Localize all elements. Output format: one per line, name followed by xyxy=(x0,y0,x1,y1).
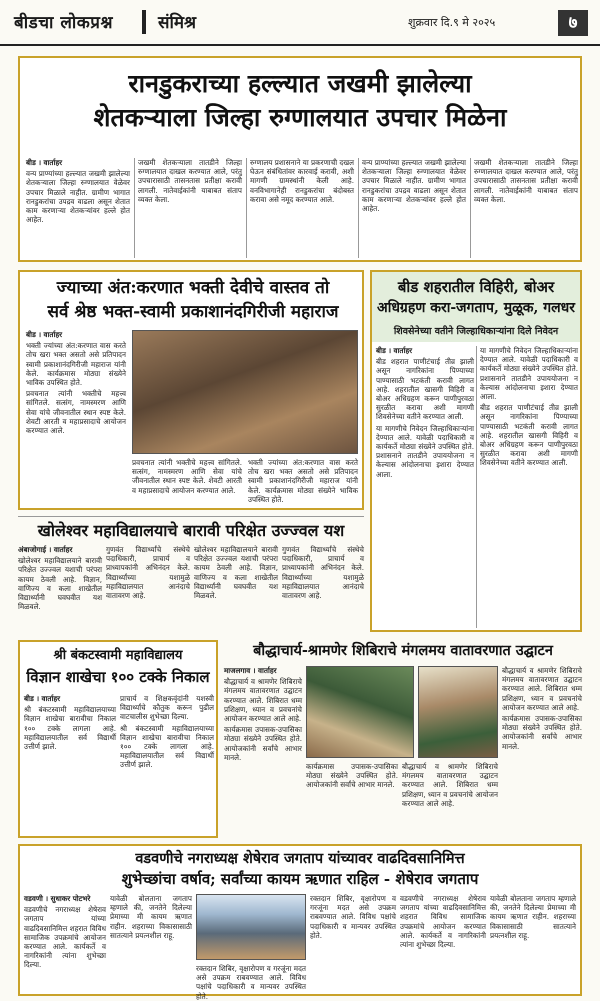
story-headline-line1: वडवणीचे नगराध्यक्ष शेषेराव जगताप यांच्यावर वाढदिवसानिमित्त xyxy=(135,850,465,867)
story-paragraph: खोलेश्वर महाविद्यालयाने बारावी परिक्षेत उज्ज्वल यशाची परंपरा कायम ठेवली आहे. विज्ञान, वाणिज्य व कला शाखेतील विद्यार्थ्यांनी घवघवीत यश मिळवले. xyxy=(18,556,102,612)
story-column xyxy=(248,458,358,506)
story-headline-line2: शेतकऱ्याला जिल्हा रुग्णालयात उपचार मिळेना xyxy=(93,103,507,132)
story-paragraph: भक्ती ज्यांच्या अंत:करणात वास करते तोच खरा भक्त असतो असे प्रतिपादन स्वामी प्रकाशानंदगिरीजी महाराज यांनी केले. कार्यक्रमास मोठ्या संख्येने भाविक उपस्थित होते. xyxy=(248,458,358,504)
section-title: संमिश्र xyxy=(158,13,197,33)
story-headline-line1: ज्याच्या अंत:करणात भक्ती देवीचे वास्तव तो xyxy=(56,278,330,298)
story-column xyxy=(106,545,190,631)
story-paragraph: रक्तदान शिबिर, वृक्षारोपण व गरजूंना मदत असे उपक्रम राबवण्यात आले. विविध पक्षांचे पदाधिकारी व मान्यवर उपस्थित होते. xyxy=(310,894,396,940)
story-paragraph: यावेळी बोलताना जगताप म्हणाले की, जनतेने दिलेल्या प्रेमाच्या मी कायम ऋणात राहीन. शहराच्या विकासासाठी सातत्याने प्रयत्नशील राहू. xyxy=(490,894,576,940)
story-paragraph: गुणवंत विद्यार्थ्यांचे संस्थेचे पदाधिकारी, प्राचार्य व प्राध्यापकांनी अभिनंदन केले. विद्यार्थ्यांच्या यशामुळे महाविद्यालयात आनंदाचे वातावरण आहे. xyxy=(106,545,190,601)
story-paragraph: बौद्धाचार्य व श्रामणेर शिबिराचे मंगलमय वातावरणात उद्घाटन करण्यात आले. शिबिरात धम्म प्रशिक्षण, ध्यान व प्रवचनांचे आयोजन करण्यात आले आहे. xyxy=(224,677,302,724)
column-rule xyxy=(470,158,471,258)
story-bankatswami xyxy=(18,640,218,838)
prayer-gathering-photo xyxy=(132,330,358,454)
story-column xyxy=(224,666,302,834)
story-column xyxy=(24,694,116,834)
story-paragraph: प्रवचनात त्यांनी भक्तीचे महत्त्व सांगितले. सत्संग, नामस्मरण आणि सेवा यांचे जीवनातील स्थान स्पष्ट केले. शेवटी आरती व महाप्रसादाचे आयोजन करण्यात आले. xyxy=(26,389,126,436)
story-headline-line2: सर्व श्रेष्ठ भक्त-स्वामी प्रकाशानंदगिरीजी महाराज xyxy=(47,302,339,322)
story-paragraph: कार्यक्रमास उपासक-उपासिका मोठ्या संख्येने उपस्थित होते. आयोजकांनी सर्वांचे आभार मानले. xyxy=(224,725,302,762)
story-column xyxy=(132,458,242,506)
story-column xyxy=(18,545,102,631)
story-column xyxy=(26,330,126,506)
story-column xyxy=(362,158,466,258)
story-column xyxy=(138,158,242,258)
felicitation-photo xyxy=(196,894,306,960)
story-dateline: वडवणी । सुधाकर पोटभरे xyxy=(24,894,91,903)
story-wells xyxy=(370,270,582,632)
story-paragraph: गुणवंत विद्यार्थ्यांचे संस्थेचे पदाधिकारी, प्राचार्य व प्राध्यापकांनी अभिनंदन केले. विद्यार्थ्यांच्या यशामुळे महाविद्यालयात आनंदाचे वातावरण आहे. xyxy=(282,545,364,601)
story-headline-line2: अधिग्रहण करा-जगताप, मुळूक, गलधर xyxy=(377,300,575,316)
story-paragraph: प्राचार्य व शिक्षकवृंदांनी यशस्वी विद्यार्थ्यांचे कौतुक करून पुढील वाटचालीस शुभेच्छा दिल्या. xyxy=(120,694,214,722)
story-column xyxy=(306,762,398,834)
story-paragraph: जखमी शेतकऱ्याला तातडीने जिल्हा रुग्णालयात दाखल करण्यात आले, परंतु उपचारासाठी तासनतास प्रतीक्षा करावी लागली. नातेवाईकांनी याबाबत संताप व्यक्त केला. xyxy=(138,158,242,204)
story-headline-line1: बीड शहरातील विहिरी, बोअर xyxy=(397,278,555,296)
newspaper-brand: बीडचा लोकप्रश्न xyxy=(14,13,113,33)
story-paragraph: बीड शहरात पाणीटंचाई तीव्र झाली असून नागरिकांना पिण्याच्या पाण्यासाठी भटकंती करावी लागत आहे. शहरातील खासगी विहिरी व बोअर अधिग्रहण करून पाणीपुरवठा सुरळीत करावा अशी मागणी शिवसेनेच्या वतीने करण्यात आली. xyxy=(376,357,474,422)
story-paragraph: रुग्णालय प्रशासनाने या प्रकरणाची दखल घेऊन संबंधितांवर कारवाई करावी, अशी मागणी ग्रामस्थांनी केली आहे. वनविभागानेही रानडुकरांचा बंदोबस्त करावा असे नमूद करण्यात आले. xyxy=(250,158,354,204)
story-swami xyxy=(18,270,364,510)
column-rule xyxy=(476,346,477,628)
story-paragraph: श्री बंकटस्वामी महाविद्यालयाच्या विज्ञान शाखेचा बारावीचा निकाल १०० टक्के लागला आहे. महाविद्यालयातील सर्व विद्यार्थी उत्तीर्ण झाले. xyxy=(120,723,214,770)
column-rule xyxy=(246,158,247,258)
column-rule xyxy=(358,158,359,258)
story-column xyxy=(110,894,192,992)
story-column xyxy=(474,158,578,258)
story-column xyxy=(502,666,582,834)
story-dateline: बीड । वार्ताहर xyxy=(376,346,413,355)
story-dateline: बीड । वार्ताहर xyxy=(24,694,61,703)
story-subhead: शिवसेनेच्या वतीने जिल्हाधिकाऱ्यांना दिले निवेदन xyxy=(393,326,559,337)
story-column xyxy=(402,762,498,834)
story-headline-line2: विज्ञान शाखेचा १०० टक्के निकाल xyxy=(26,668,210,686)
column-rule xyxy=(134,158,135,258)
story-paragraph: वडवणीचे नगराध्यक्ष शेषेराव जगताप यांच्या वाढदिवसानिमित्त शहरात विविध सामाजिक उपक्रमांचे आयोजन करण्यात आले. कार्यकर्ते व नागरिकांनी त्यांना शुभेच्छा दिल्या. xyxy=(400,894,486,950)
story-buddhist-camp xyxy=(224,640,582,838)
story-paragraph: जखमी शेतकऱ्याला तातडीने जिल्हा रुग्णालयात दाखल करण्यात आले, परंतु उपचारासाठी तासनतास प्रतीक्षा करावी लागली. नातेवाईकांनी याबाबत संताप व्यक्त केला. xyxy=(474,158,578,204)
story-paragraph: या मागणीचे निवेदन जिल्हाधिकाऱ्यांना देण्यात आले. यावेळी पदाधिकारी व कार्यकर्ते मोठ्या संख्येने उपस्थित होते. प्रशासनाने तातडीने उपाययोजना न केल्यास आंदोलनाचा इशारा देण्यात आला. xyxy=(480,346,578,402)
story-column xyxy=(490,894,576,992)
story-column xyxy=(194,545,278,631)
story-dateline: बीड । वार्ताहर xyxy=(26,158,63,167)
story-column xyxy=(400,894,486,992)
story-column xyxy=(282,545,364,631)
story-headline-line2: शुभेच्छांचा वर्षाव; सर्वांच्या कायम ऋणात राहिल - शेषेराव जगताप xyxy=(121,870,479,888)
story-headline-line1: श्री बंकटस्वामी महाविद्यालय xyxy=(53,648,183,663)
story-column xyxy=(120,694,214,834)
story-column xyxy=(376,346,474,628)
issue-date: शुक्रवार दि.९ मे २०२५ xyxy=(408,16,496,29)
story-paragraph: बौद्धाचार्य व श्रामणेर शिबिराचे मंगलमय वातावरणात उद्घाटन करण्यात आले. शिबिरात धम्म प्रशिक्षण, ध्यान व प्रवचनांचे आयोजन करण्यात आले आहे. xyxy=(402,762,498,808)
story-column xyxy=(480,346,578,628)
story-kholeshwar xyxy=(18,516,364,632)
page-header xyxy=(0,0,600,46)
story-paragraph: वडवणीचे नगराध्यक्ष शेषेराव जगताप यांच्या वाढदिवसानिमित्त शहरात विविध सामाजिक उपक्रमांचे आयोजन करण्यात आले. कार्यकर्ते व नागरिकांनी त्यांना शुभेच्छा दिल्या. xyxy=(24,905,106,970)
story-jagtap-birthday xyxy=(18,844,582,1001)
header-divider xyxy=(142,10,146,34)
page-number: ७ xyxy=(558,10,588,36)
story-dateline: अंबाजोगाई । वार्ताहर xyxy=(18,545,73,554)
story-paragraph: वन्य प्राण्यांच्या हल्ल्यात जखमी झालेल्या शेतकऱ्याला जिल्हा रुग्णालयात वेळेवर उपचार मिळाले नाहीत. ग्रामीण भागात रानडुकरांचा उपद्रव वाढला असून शेतात काम करणाऱ्या शेतकऱ्यांवर हल्ले होत आहेत. xyxy=(26,169,130,225)
camp-participants-photo xyxy=(418,666,498,758)
story-paragraph: भक्ती ज्यांच्या अंत:करणात वास करते तोच खरा भक्त असतो असे प्रतिपादन स्वामी प्रकाशानंदगिरीजी महाराज यांनी केले. कार्यक्रमास मोठ्या संख्येने भाविक उपस्थित होते. xyxy=(26,341,126,388)
story-paragraph: प्रवचनात त्यांनी भक्तीचे महत्त्व सांगितले. सत्संग, नामस्मरण आणि सेवा यांचे जीवनातील स्थान स्पष्ट केले. शेवटी आरती व महाप्रसादाचे आयोजन करण्यात आले. xyxy=(132,458,242,495)
story-paragraph: यावेळी बोलताना जगताप म्हणाले की, जनतेने दिलेल्या प्रेमाच्या मी कायम ऋणात राहीन. शहराच्या विकासासाठी सातत्याने प्रयत्नशील राहू. xyxy=(110,894,192,940)
story-column xyxy=(196,964,306,1001)
story-paragraph: खोलेश्वर महाविद्यालयाने बारावी परिक्षेत उज्ज्वल यशाची परंपरा कायम ठेवली आहे. विज्ञान, वाणिज्य व कला शाखेतील विद्यार्थ्यांनी घवघवीत यश मिळवले. xyxy=(194,545,278,601)
story-paragraph: कार्यक्रमास उपासक-उपासिका मोठ्या संख्येने उपस्थित होते. आयोजकांनी सर्वांचे आभार मानले. xyxy=(502,714,582,751)
story-column xyxy=(24,894,106,992)
story-paragraph: श्री बंकटस्वामी महाविद्यालयाच्या विज्ञान शाखेचा बारावीचा निकाल १०० टक्के लागला आहे. महाविद्यालयातील सर्व विद्यार्थी उत्तीर्ण झाले. xyxy=(24,705,116,752)
story-paragraph: वन्य प्राण्यांच्या हल्ल्यात जखमी झालेल्या शेतकऱ्याला जिल्हा रुग्णालयात वेळेवर उपचार मिळाले नाहीत. ग्रामीण भागात रानडुकरांचा उपद्रव वाढला असून शेतात काम करणाऱ्या शेतकऱ्यांवर हल्ले होत आहेत. xyxy=(362,158,466,214)
story-paragraph: कार्यक्रमास उपासक-उपासिका मोठ्या संख्येने उपस्थित होते. आयोजकांनी सर्वांचे आभार मानले. xyxy=(306,762,398,790)
story-paragraph: बीड शहरात पाणीटंचाई तीव्र झाली असून नागरिकांना पिण्याच्या पाण्यासाठी भटकंती करावी लागत आहे. शहरातील खासगी विहिरी व बोअर अधिग्रहण करून पाणीपुरवठा सुरळीत करावा अशी मागणी शिवसेनेच्या वतीने करण्यात आली. xyxy=(480,403,578,468)
story-column xyxy=(310,894,396,992)
story-headline: खोलेश्वर महाविद्यालयाचे बारावी परिक्षेत उज्ज्वल यश xyxy=(37,521,345,540)
camp-photo xyxy=(306,666,414,758)
story-headline-line1: रानडुकराच्या हल्ल्यात जखमी झालेल्या xyxy=(128,69,472,98)
story-paragraph: बौद्धाचार्य व श्रामणेर शिबिराचे मंगलमय वातावरणात उद्घाटन करण्यात आले. शिबिरात धम्म प्रशिक्षण, ध्यान व प्रवचनांचे आयोजन करण्यात आले आहे. xyxy=(502,666,582,712)
story-paragraph: या मागणीचे निवेदन जिल्हाधिकाऱ्यांना देण्यात आले. यावेळी पदाधिकारी व कार्यकर्ते मोठ्या संख्येने उपस्थित होते. प्रशासनाने तातडीने उपाययोजना न केल्यास आंदोलनाचा इशारा देण्यात आला. xyxy=(376,423,474,479)
story-ranadukar xyxy=(18,56,582,262)
story-headline: बौद्धाचार्य-श्रामणेर शिबिराचे मंगलमय वातावरणात उद्घाटन xyxy=(253,642,553,659)
story-column xyxy=(250,158,354,258)
story-dateline: बीड । वार्ताहर xyxy=(26,330,63,339)
story-paragraph: रक्तदान शिबिर, वृक्षारोपण व गरजूंना मदत असे उपक्रम राबवण्यात आले. विविध पक्षांचे पदाधिकारी व मान्यवर उपस्थित होते. xyxy=(196,964,306,1001)
story-dateline: माजलगाव । वार्ताहर xyxy=(224,666,277,675)
story-column xyxy=(26,158,130,258)
